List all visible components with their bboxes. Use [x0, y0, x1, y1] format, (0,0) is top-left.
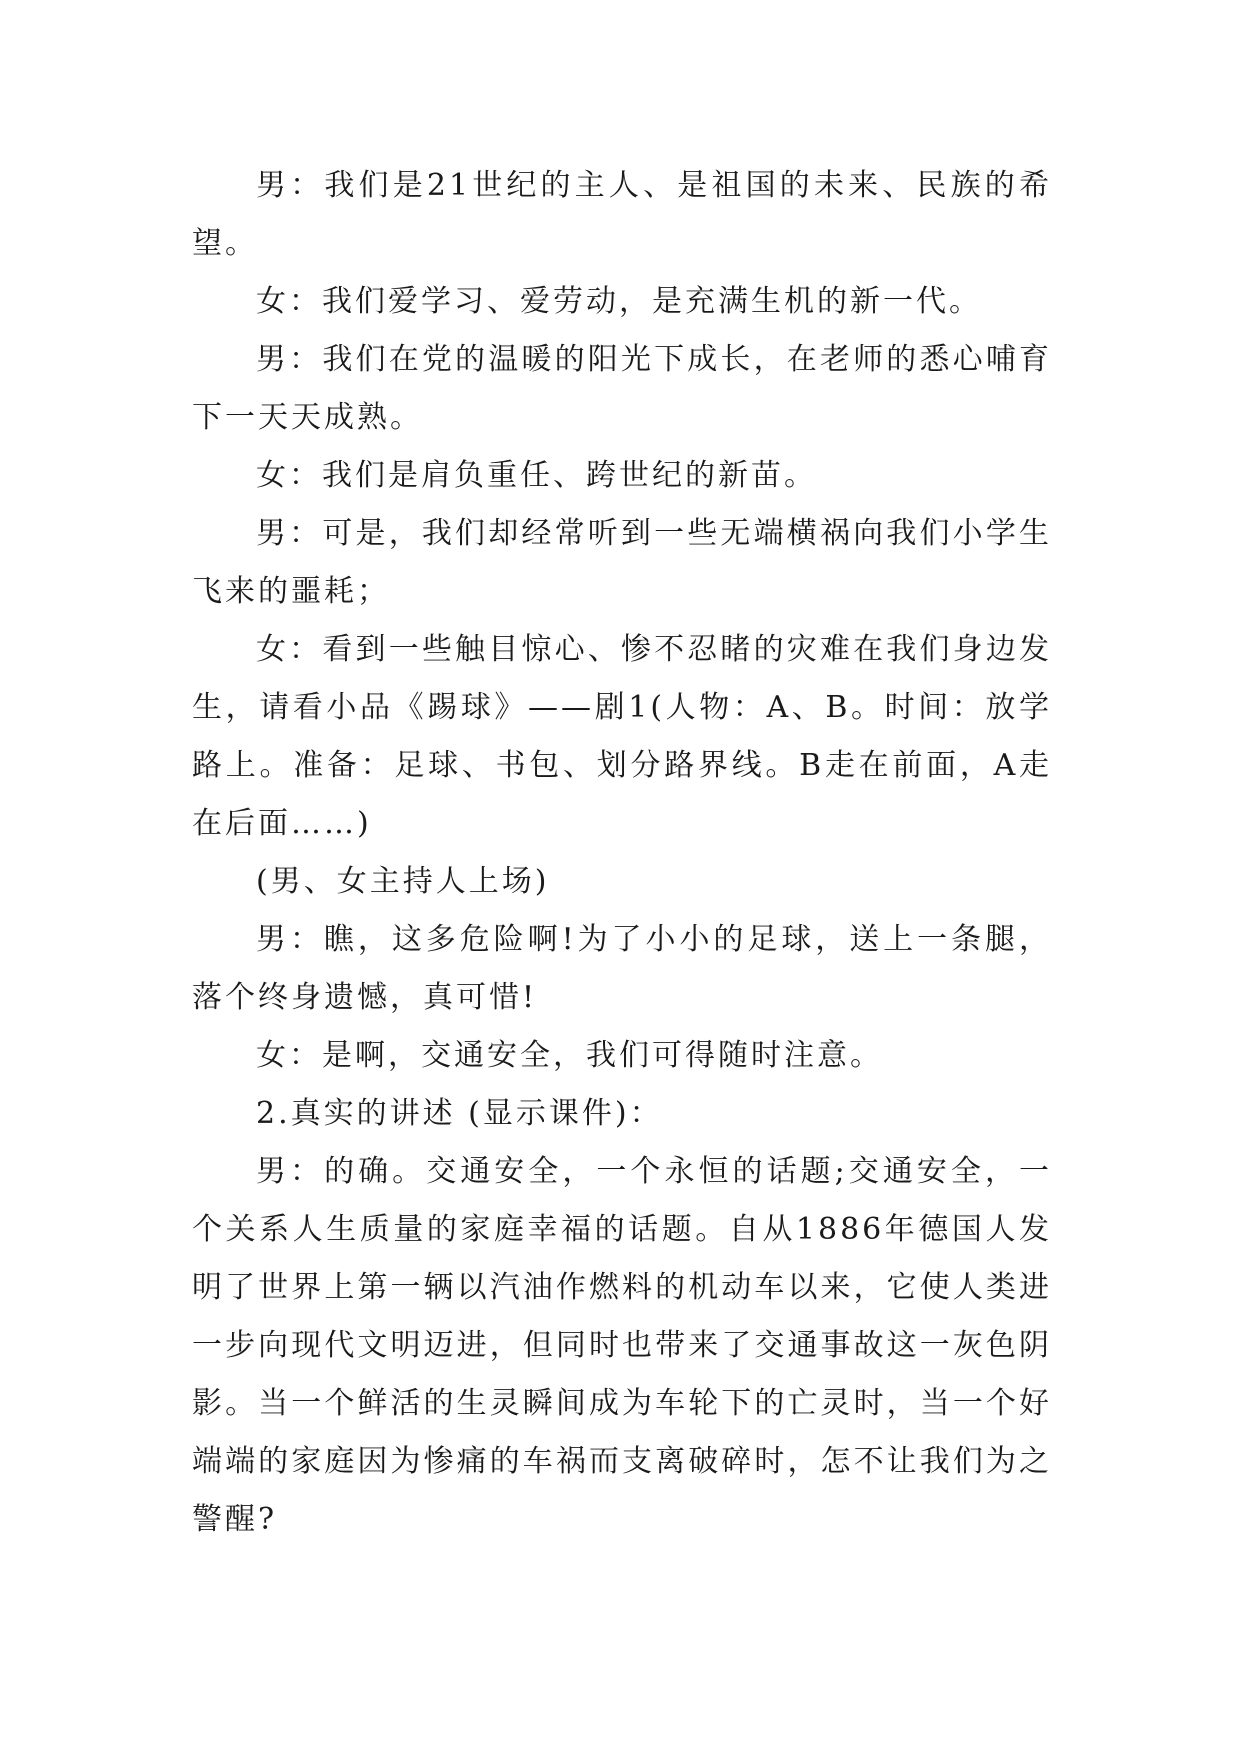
document-body [192, 157, 1052, 1549]
paragraph: 男：瞧，这多危险啊!为了小小的足球，送上一条腿，落个终身遗憾，真可惜! [192, 922, 1052, 1015]
paragraph: 2.真实的讲述 (显示课件)： [256, 1096, 663, 1131]
paragraph: 女：我们爱学习、爱劳动，是充满生机的新一代。 [256, 284, 982, 319]
paragraph: 男：可是，我们却经常听到一些无端横祸向我们小学生飞来的噩耗； [192, 516, 1052, 609]
paragraph: 男：我们是21世纪的主人、是祖国的未来、民族的希望。 [192, 168, 1052, 261]
paragraph: 女：我们是肩负重任、跨世纪的新苗。 [256, 458, 817, 493]
paragraph: 女：是啊，交通安全，我们可得随时注意。 [256, 1038, 883, 1073]
paragraph: (男、女主持人上场) [256, 864, 550, 899]
paragraph: 男：我们在党的温暖的阳光下成长，在老师的悉心哺育下一天天成熟。 [192, 342, 1052, 435]
paragraph: 女：看到一些触目惊心、惨不忍睹的灾难在我们身边发生，请看小品《踢球》——剧1(人物：A、B。时间：放学路上。准备：足球、书包、划分路界线。B走在前面，A走在后面……) [192, 632, 1052, 841]
paragraph: 男：的确。交通安全，一个永恒的话题;交通安全，一个关系人生质量的家庭幸福的话题。自从1886年德国人发明了世界上第一辆以汽油作燃料的机动车以来，它使人类进一步向现代文明迈进，但同时也带来了交通事故这一灰色阴影。当一个鲜活的生灵瞬间成为车轮下的亡灵时，当一个好端端的家庭因为惨痛的车祸而支离破碎时，怎不让我们为之警醒? [192, 1154, 1052, 1537]
